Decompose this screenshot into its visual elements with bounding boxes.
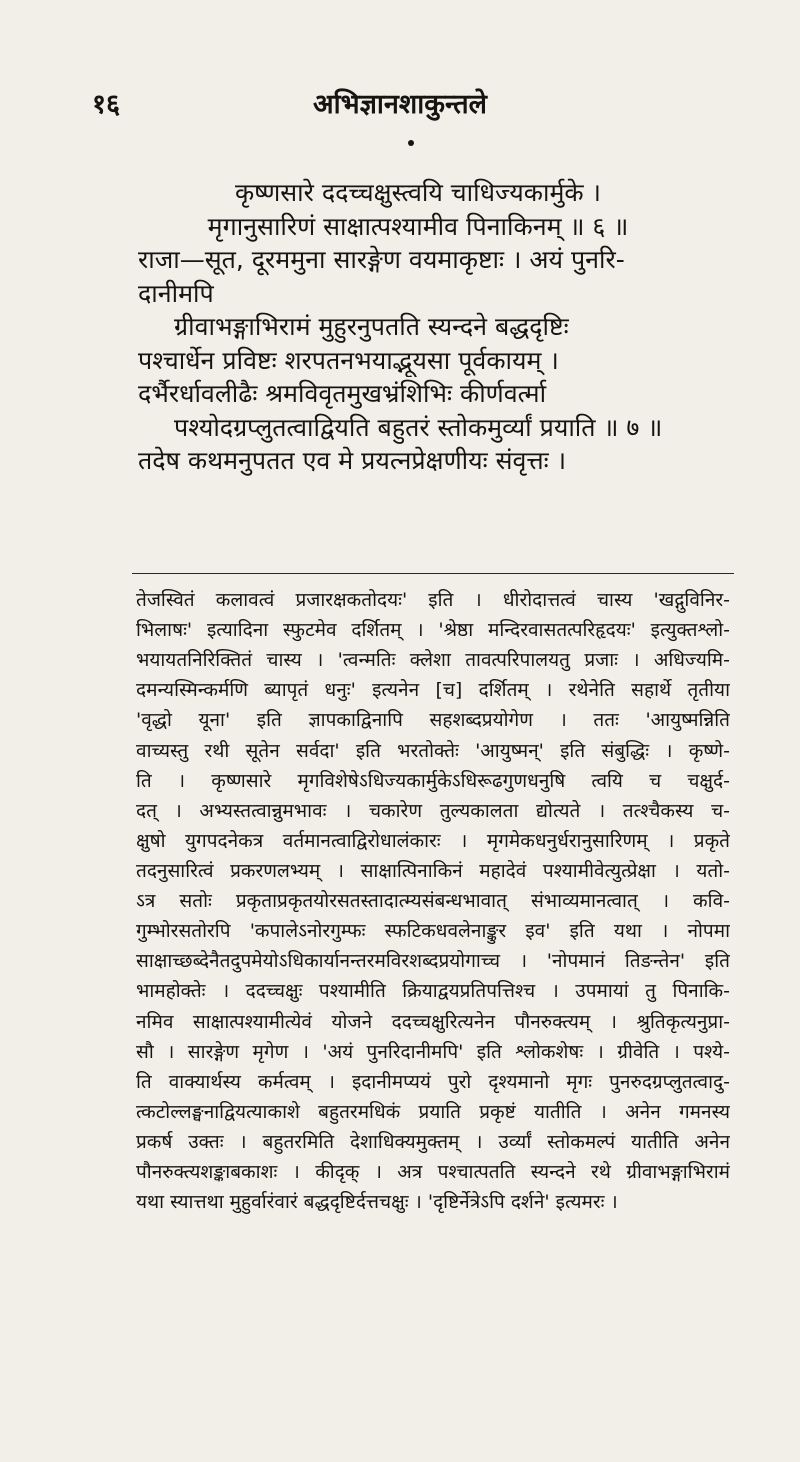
commentary-line: भयायतनिरिक्तितं चास्य । 'त्वन्मतिः क्लेशा तावत्परिपालयतु प्रजाः । अधिज्यमि- (136, 649, 730, 672)
verse-line: ग्रीवाभङ्गाभिरामं मुहुरनुपतति स्यन्दने बद्धदृष्टिः (174, 312, 569, 341)
verse-line: दर्भैरर्धावलीढैः श्रमविवृतमुखभ्रंशिभिः कीर्णवर्त्मा (138, 379, 547, 408)
running-title: अभिज्ञानशाकुन्तले (313, 89, 487, 120)
commentary-line: 'वृद्धो यूना' इति ज्ञापकाद्विनापि सहशब्दप्रयोगेण । ततः 'आयुष्मन्निति (136, 709, 730, 732)
page-number: १६ (92, 89, 121, 120)
commentary-line: नमिव साक्षात्पश्यामीत्येवं योजने ददच्चक्षुरित्यनेन पौनरुक्त्यम् । श्रुतिकृत्यनुप्रा- (136, 1010, 730, 1033)
page-header (0, 84, 800, 124)
commentary-line: साक्षाच्छब्देनैतदुपमेयोऽधिकार्यानन्तरमविरशब्दप्रयोगाच्च । 'नोपमानं तिङन्तेन' इति (136, 950, 730, 973)
verse-line: तदेष कथमनुपतत एव मे प्रयत्नप्रेक्षणीयः संवृत्तः । (138, 446, 567, 475)
verse-line: पश्चार्धेन प्रविष्टः शरपतनभयाद्भूयसा पूर्वकायम् । (138, 345, 559, 375)
commentary-line: तेजस्वितं कलावत्वं प्रजारक्षकतोदयः' इति । धीरोदात्तत्वं चास्य 'खद्गुविनिर- (136, 589, 730, 611)
verse-line: कृष्णसारे ददच्चक्षुस्त्वयि चाधिज्यकार्मुके । (234, 178, 602, 207)
commentary-line: तदनुसारित्वं प्रकरणलभ्यम् । साक्षात्पिनाकिनं महादेवं पश्यामीवेत्युत्प्रेक्षा । यतो- (136, 859, 730, 882)
commentary-line: दत् । अभ्यस्तत्वान्नुमभावः । चकारेण तुल्यकालता द्योत्यते । तत्श्चैकस्य च- (136, 799, 730, 822)
commentary-line: पौनरुक्त्यशङ्काबकाशः । कीदृक् । अत्र पश्चात्पतति स्यन्दने रथे ग्रीवाभङ्गाभिरामं (136, 1161, 730, 1184)
commentary-line: दमन्यस्मिन्कर्मणि ब्यापृतं धनुः' इत्यनेन [च] दर्शितम् । रथेनेति सहार्थे तृतीया (136, 679, 730, 702)
commentary-line: सौ । सारङ्गेण मृगेण । 'अयं पुनरिदानीमपि' इति श्लोकशेषः । ग्रीवेति । पश्ये- (136, 1040, 730, 1063)
commentary-line: वाच्यस्तु रथी सूतेन सर्वदा' इति भरतोक्तेः 'आयुष्मन्' इति संबुद्धिः । कृष्णे- (136, 739, 730, 762)
commentary-line: ऽत्र सतोः प्रकृताप्रकृतयोरसतस्तादात्म्यसंबन्धभावात् संभाव्यमानत्वात् । कवि- (136, 890, 730, 913)
verse-line: राजा—सूत, दूरममुना सारङ्गेण वयमाकृष्टाः । अयं पुनरि- (138, 245, 625, 274)
commentary-line: प्रकर्ष उक्तः । बहुतरमिति देशाधिक्यमुक्तम् । उर्व्यां स्तोकमल्पं यातीति अनेन (136, 1130, 730, 1153)
commentary-line: ति वाक्यार्थस्य कर्मत्वम् । इदानीमप्ययं पुरो दृश्यमानो मृगः पुनरुदग्रप्लुतत्वादु- (136, 1070, 730, 1093)
verse-block (138, 176, 698, 478)
commentary-line: ति । कृष्णसारे मृगविशेषेऽधिज्यकार्मुकेऽधिरूढगुणधनुषि त्वयि च चक्षुर्द- (136, 769, 730, 792)
ornament-dot (408, 140, 414, 146)
commentary-block (136, 585, 730, 1217)
commentary-line: गुम्भोरसतोरपि 'कपालेऽनोरगुम्फः स्फटिकधवलेनाङ्कुर इव' इति यथा । नोपमा (136, 920, 730, 943)
commentary-line: यथा स्यात्तथा मुहुर्वारंवारं बद्धदृष्टिर्दत्तचक्षुः । 'दृष्टिर्नेत्रेऽपि दर्शने' इत्यमरः । (136, 1191, 618, 1214)
verse-line: मृगानुसारिणं साक्षात्पश्यामीव पिनाकिनम् ॥ ६ ॥ (207, 211, 629, 241)
verse-line: पश्योदग्रप्लुतत्वाद्वियति बहुतरं स्तोकमुर्व्यां प्रयाति ॥ ७ ॥ (174, 412, 663, 442)
commentary-line: त्कटोल्लङ्घनाद्वियत्याकाशे बहुतरमधिकं प्रयाति प्रकृष्टं यातीति । अनेन गमनस्य (136, 1100, 730, 1123)
divider-rule (132, 573, 734, 574)
commentary-line: भिलाषः' इत्यादिना स्फुटमेव दर्शितम् । 'श्रेष्ठा मन्दिरवासतत्परिहृदयः' इत्युक्तश्लो- (136, 619, 730, 642)
commentary-line: भामहोक्तेः । ददच्चक्षुः पश्यामीति क्रियाद्वयप्रतिपत्तिश्च । उपमायां तु पिनाकि- (136, 980, 730, 1003)
verse-line: दानीमपि (138, 278, 214, 308)
commentary-line: क्षुषो युगपदनेकत्र वर्तमानत्वाद्विरोधालंकारः । मृगमेकधनुर्धरानुसारिणम् । प्रकृते (136, 829, 730, 852)
